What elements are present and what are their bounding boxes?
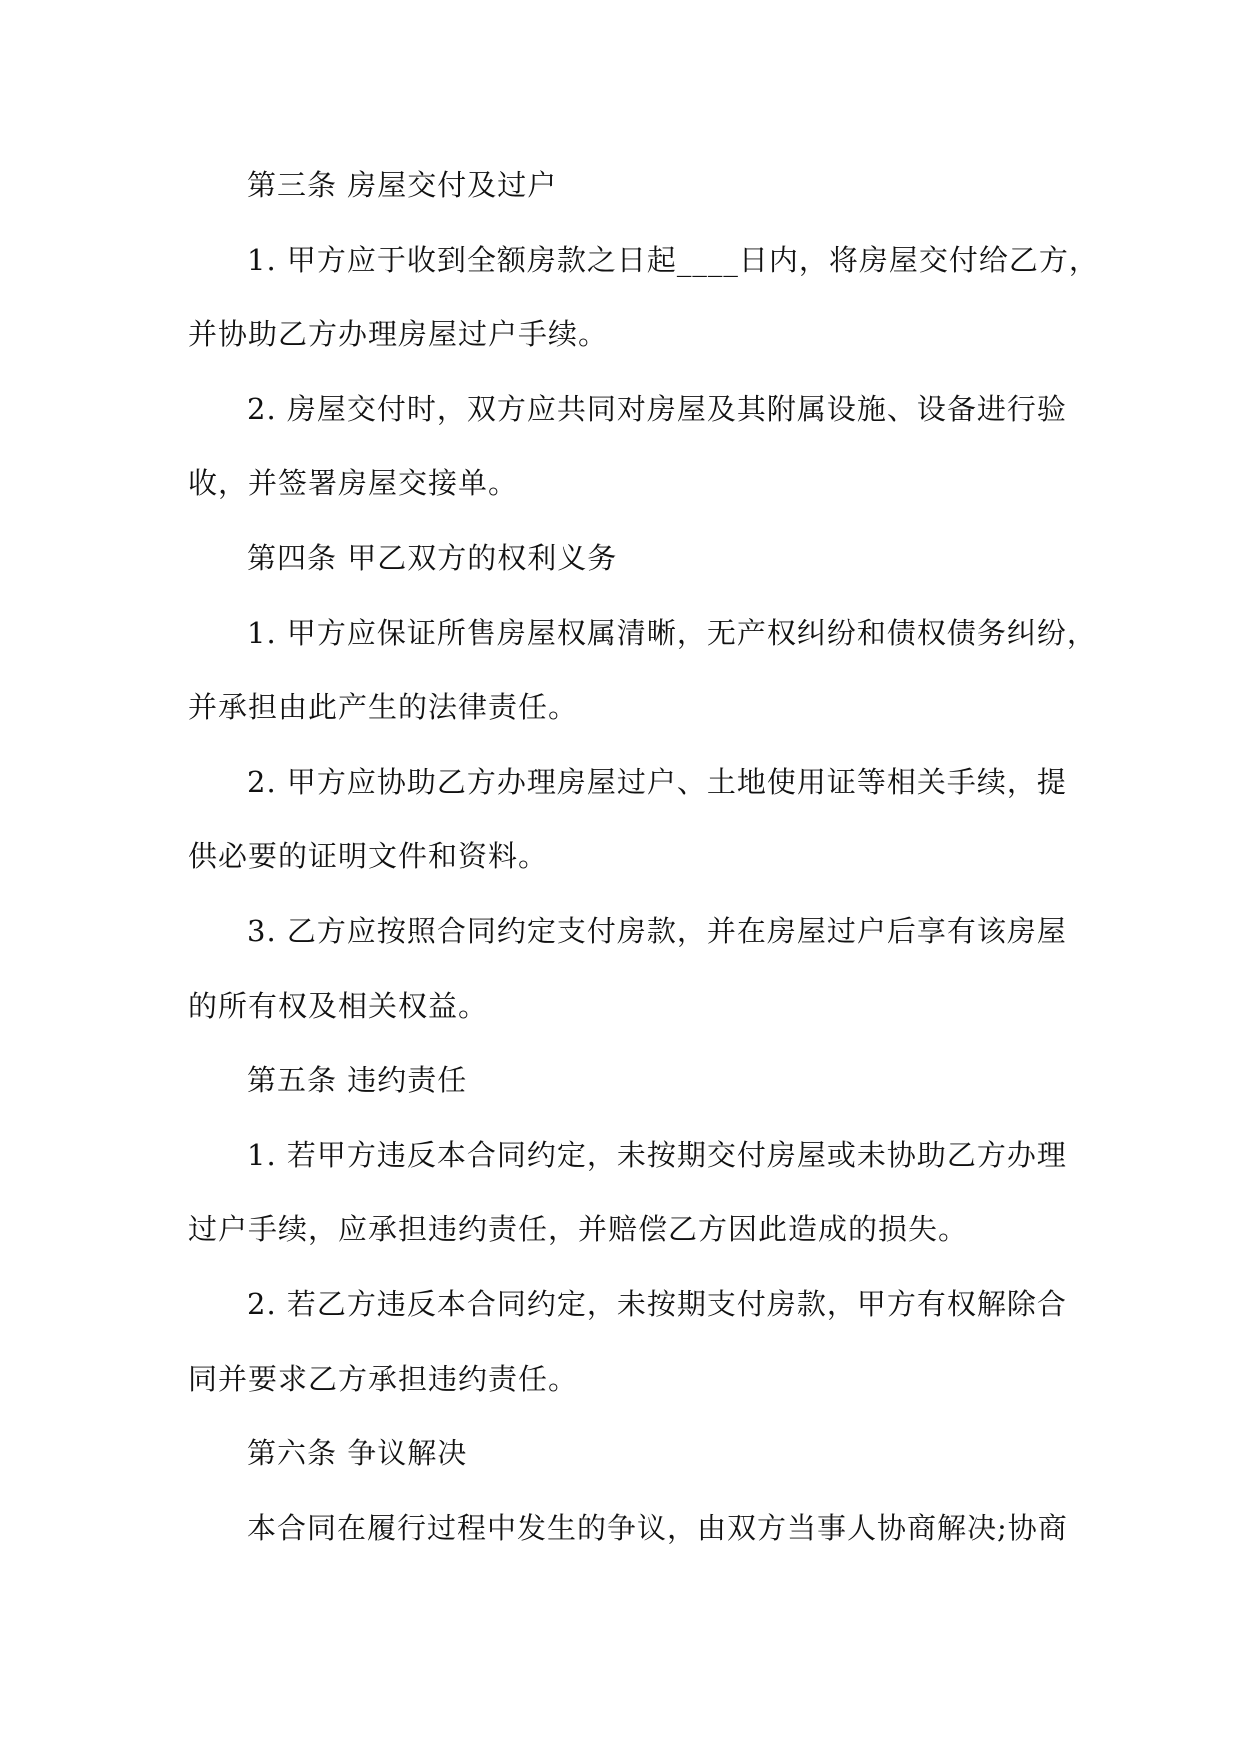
article-5-heading: 第五条 违约责任 xyxy=(247,1063,468,1098)
article-5-clause-1-line-2: 过户手续，应承担违约责任，并赔偿乙方因此造成的损失。 xyxy=(188,1212,969,1247)
article-4-clause-2-line-2: 供必要的证明文件和资料。 xyxy=(188,839,549,874)
article-3-clause-1-line-2: 并协助乙方办理房屋过户手续。 xyxy=(188,317,609,352)
article-4-clause-3-line-1: 3. 乙方应按照合同约定支付房款，并在房屋过户后享有该房屋 xyxy=(247,913,1067,948)
article-4-clause-1-line-1: 1. 甲方应保证所售房屋权属清晰，无产权纠纷和债权债务纠纷， xyxy=(247,615,1097,650)
article-3-heading: 第三条 房屋交付及过户 xyxy=(247,168,558,202)
article-4-heading: 第四条 甲乙双方的权利义务 xyxy=(247,540,618,575)
article-6-heading: 第六条 争议解决 xyxy=(247,1436,468,1471)
article-3-clause-2-line-2: 收，并签署房屋交接单。 xyxy=(188,466,519,501)
document-body xyxy=(188,148,1099,1565)
article-4-clause-3-line-2: 的所有权及相关权益。 xyxy=(188,988,489,1023)
article-6-body-line-1: 本合同在履行过程中发生的争议，由双方当事人协商解决;协商 xyxy=(247,1510,1068,1545)
article-3-clause-1-line-1: 1. 甲方应于收到全额房款之日起____日内，将房屋交付给乙方， xyxy=(247,242,1099,277)
article-4-clause-1-line-2: 并承担由此产生的法律责任。 xyxy=(188,690,579,725)
article-5-clause-2-line-1: 2. 若乙方违反本合同约定，未按期支付房款，甲方有权解除合 xyxy=(247,1286,1067,1321)
article-4-clause-2-line-1: 2. 甲方应协助乙方办理房屋过户、土地使用证等相关手续，提 xyxy=(247,764,1067,799)
article-5-clause-2-line-2: 同并要求乙方承担违约责任。 xyxy=(188,1361,579,1396)
article-3-clause-2-line-1: 2. 房屋交付时，双方应共同对房屋及其附属设施、设备进行验 xyxy=(247,391,1067,426)
article-5-clause-1-line-1: 1. 若甲方违反本合同约定，未按期交付房屋或未协助乙方办理 xyxy=(247,1137,1067,1172)
